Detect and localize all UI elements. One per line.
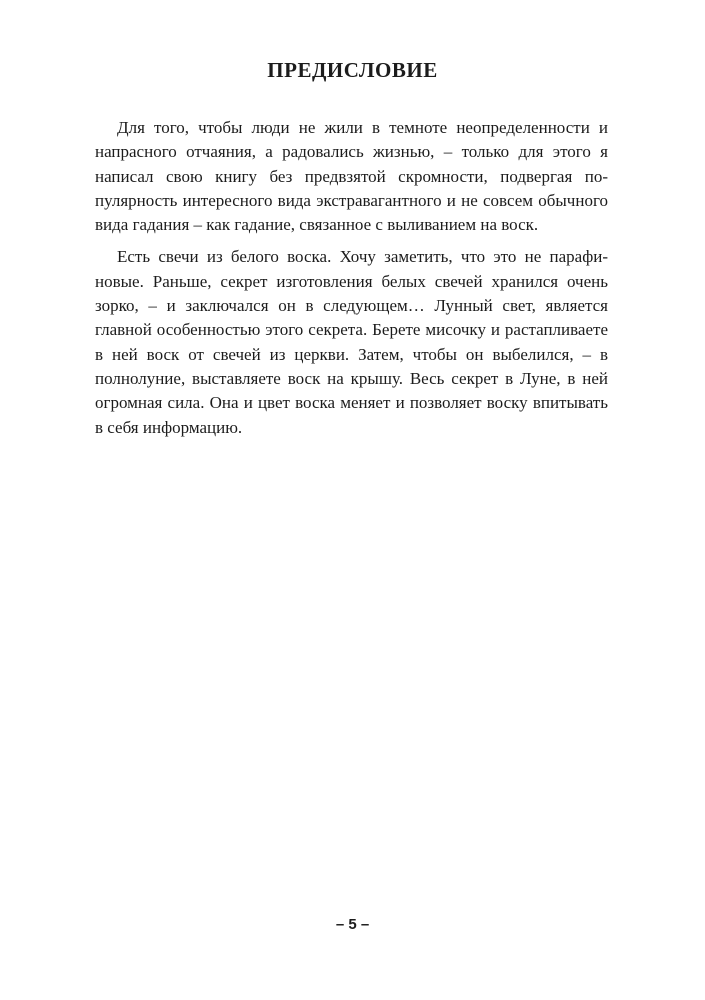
paragraph-2: Есть свечи из белого воска. Хочу заметить, что это не парафиновые. Раньше, секрет изготовления белых свечей хранился очень зорко, – и заключался он в следующем… Лунный свет, является главной особенностью этого секрета. Берете мисочку и растапливаете в ней воск от свечей из церкви. Затем, чтобы он выбелился, – в полнолуние, выставляете воск на крышу. Весь секрет в Луне, в ней огромная сила. Она и цвет воска меняет и позволяет воску впитывать в себя информацию. [95,247,608,437]
body-text [95,116,608,448]
paragraph-1: Для того, чтобы люди не жили в темноте неопределенности и напрасного отчаяния, а радовались жизнью, – только для этого я написал свою книгу без предвзятой скромности, подвергая популярность интересного вида экстравагантного и не совсем обычного вида гадания – как гадание, связанное с выливанием на воск. [95,118,608,235]
page-number: – 5 – [335,916,370,933]
page-title: ПРЕДИСЛОВИЕ [267,58,438,82]
